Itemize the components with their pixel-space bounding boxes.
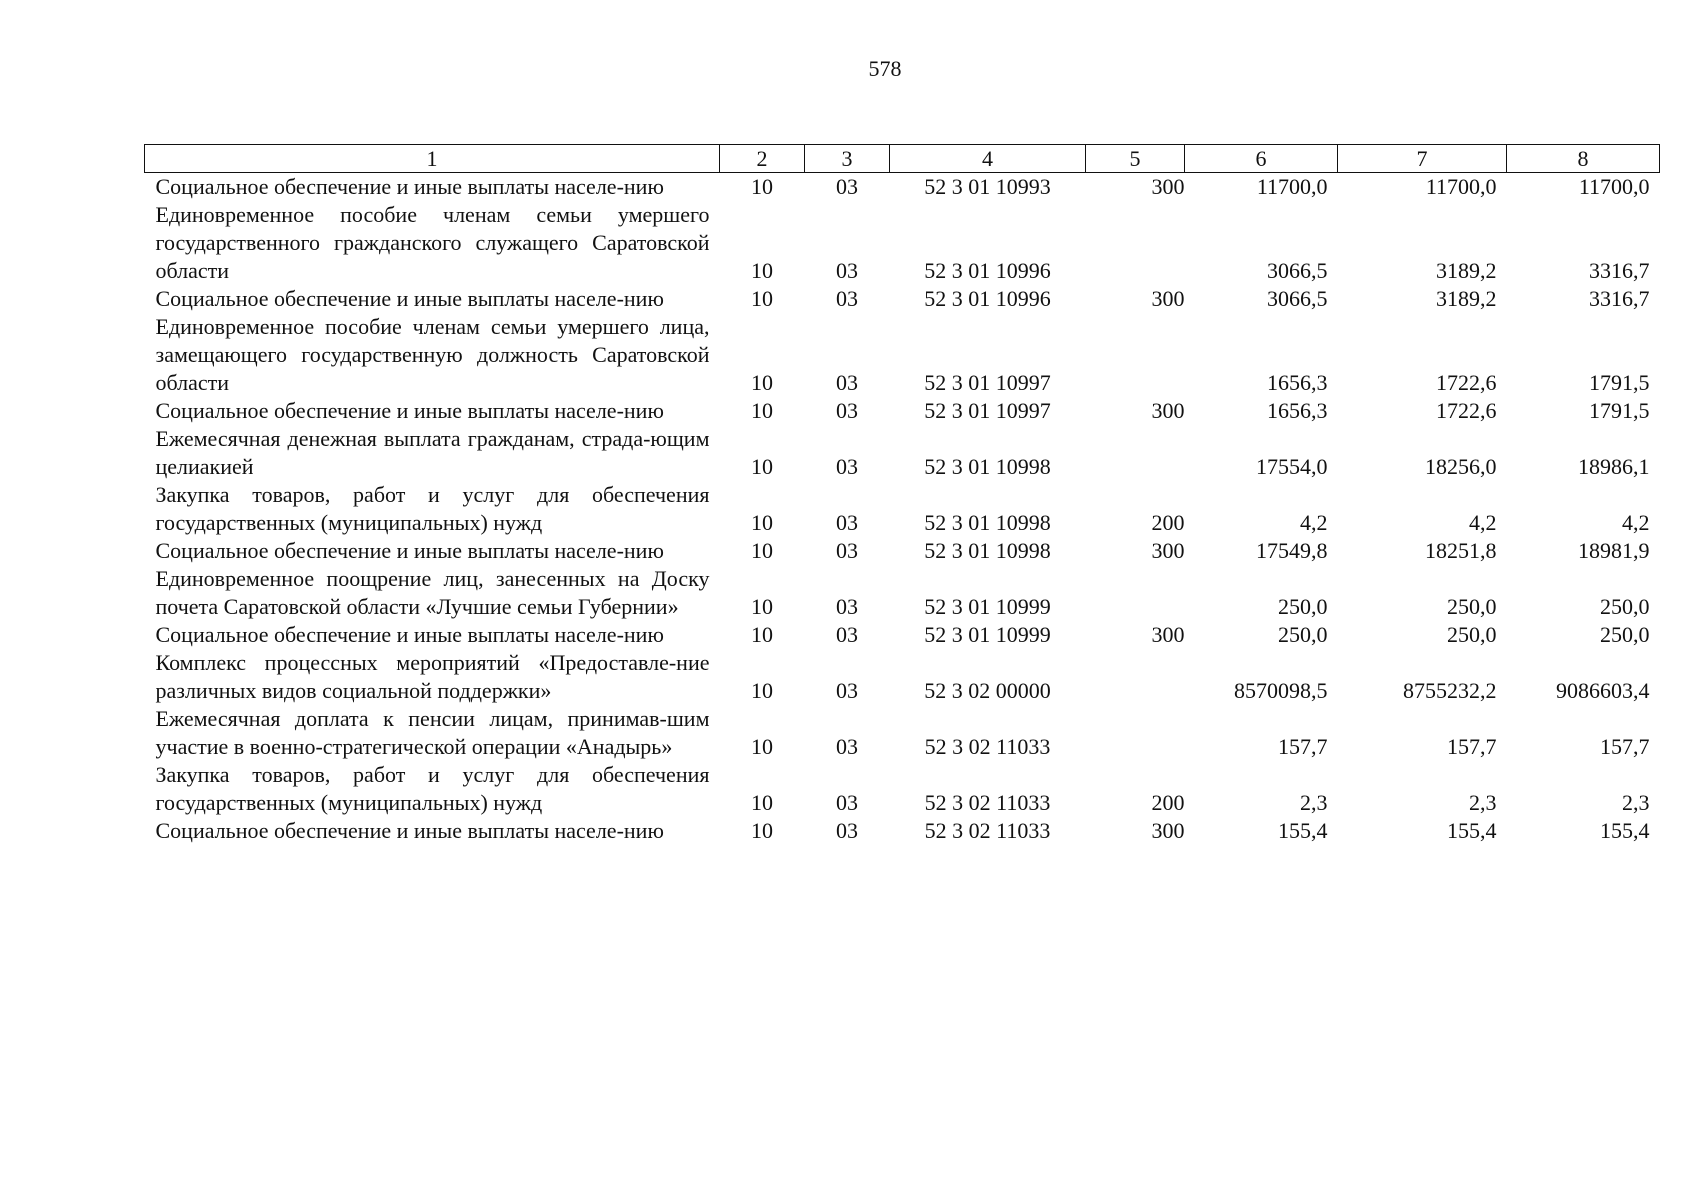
row-year2-value: 250,0	[1447, 622, 1497, 647]
row-target-code: 52 3 02 00000	[924, 678, 1051, 703]
row-target-code: 52 3 01 10996	[924, 286, 1051, 311]
row-year3-value: 1791,5	[1589, 370, 1650, 395]
row-year2-value: 1722,6	[1436, 370, 1497, 395]
row-year1-value: 2,3	[1300, 790, 1328, 815]
row-section: 10	[751, 678, 773, 703]
row-section: 10	[751, 398, 773, 423]
row-year3-value: 9086603,4	[1556, 678, 1650, 703]
column-header: 6	[1185, 145, 1338, 173]
row-section: 10	[751, 818, 773, 843]
row-target-code: 52 3 01 10997	[924, 398, 1051, 423]
row-name: Социальное обеспечение и иные выплаты населе-нию	[155, 818, 664, 843]
row-subsection: 03	[836, 734, 858, 759]
row-subsection: 03	[836, 622, 858, 647]
table-row	[145, 761, 1660, 817]
row-expense-type	[1086, 425, 1185, 481]
row-section: 10	[751, 258, 773, 283]
row-subsection: 03	[836, 258, 858, 283]
row-year2-value: 3189,2	[1436, 286, 1497, 311]
row-year1-value: 157,7	[1278, 734, 1328, 759]
row-subsection: 03	[836, 818, 858, 843]
row-year3-value: 2,3	[1622, 790, 1650, 815]
row-year3-value: 1791,5	[1589, 398, 1650, 423]
row-year2-value: 18251,8	[1425, 538, 1497, 563]
column-header: 4	[890, 145, 1086, 173]
table-row	[145, 425, 1660, 481]
row-expense-type: 300	[1151, 538, 1185, 563]
row-section: 10	[751, 510, 773, 535]
row-expense-type: 300	[1151, 286, 1185, 311]
page-number: 578	[868, 56, 902, 81]
row-target-code: 52 3 01 10998	[924, 454, 1051, 479]
row-year2-value: 1722,6	[1436, 398, 1497, 423]
row-name: Комплекс процессных мероприятий «Предоставле-ние различных видов социальной поддержки»	[155, 650, 710, 703]
header-row	[145, 145, 1660, 173]
row-year1-value: 8570098,5	[1234, 678, 1328, 703]
row-expense-type: 300	[1151, 174, 1185, 199]
table-row	[145, 649, 1660, 705]
row-target-code: 52 3 01 10999	[924, 594, 1051, 619]
row-section: 10	[751, 454, 773, 479]
row-target-code: 52 3 01 10993	[924, 174, 1051, 199]
row-year3-value: 11700,0	[1578, 174, 1650, 199]
table-row	[145, 817, 1660, 845]
row-year1-value: 17549,8	[1256, 538, 1328, 563]
column-header: 7	[1338, 145, 1507, 173]
row-target-code: 52 3 01 10998	[924, 510, 1051, 535]
row-expense-type: 300	[1151, 818, 1185, 843]
row-subsection: 03	[836, 370, 858, 395]
row-year1-value: 1656,3	[1267, 398, 1328, 423]
row-name: Социальное обеспечение и иные выплаты населе-нию	[155, 286, 664, 311]
row-name: Закупка товаров, работ и услуг для обеспечения государственных (муниципальных) нужд	[155, 482, 710, 535]
budget-table	[144, 144, 1660, 845]
row-year2-value: 4,2	[1469, 510, 1497, 535]
row-target-code: 52 3 02 11033	[924, 818, 1051, 843]
row-name: Единовременное пособие членам семьи умершего государственного гражданского служащего Саратовской области	[155, 202, 710, 283]
row-name: Ежемесячная денежная выплата гражданам, страда-ющим целиакией	[155, 426, 710, 479]
row-name: Социальное обеспечение и иные выплаты населе-нию	[155, 398, 664, 423]
row-year3-value: 3316,7	[1589, 286, 1650, 311]
row-year2-value: 157,7	[1447, 734, 1497, 759]
row-section: 10	[751, 790, 773, 815]
row-year2-value: 2,3	[1469, 790, 1497, 815]
table-body	[145, 173, 1660, 846]
row-year1-value: 4,2	[1300, 510, 1328, 535]
row-year1-value: 250,0	[1278, 622, 1328, 647]
row-target-code: 52 3 01 10998	[924, 538, 1051, 563]
row-section: 10	[751, 734, 773, 759]
column-header: 8	[1507, 145, 1660, 173]
row-section: 10	[751, 174, 773, 199]
row-year1-value: 250,0	[1278, 594, 1328, 619]
column-header: 5	[1086, 145, 1185, 173]
table-row	[145, 173, 1660, 202]
row-year1-value: 3066,5	[1267, 258, 1328, 283]
row-year3-value: 157,7	[1600, 734, 1650, 759]
row-name: Социальное обеспечение и иные выплаты населе-нию	[155, 174, 664, 199]
table-row	[145, 285, 1660, 313]
row-target-code: 52 3 01 10996	[924, 258, 1051, 283]
row-expense-type	[1086, 201, 1185, 285]
row-expense-type: 300	[1151, 622, 1185, 647]
row-subsection: 03	[836, 790, 858, 815]
table-row	[145, 705, 1660, 761]
row-target-code: 52 3 02 11033	[924, 790, 1051, 815]
row-section: 10	[751, 538, 773, 563]
row-name: Единовременное поощрение лиц, занесенных на Доску почета Саратовской области «Лучшие семьи Губернии»	[155, 566, 710, 619]
row-year3-value: 155,4	[1600, 818, 1650, 843]
row-expense-type: 200	[1151, 790, 1185, 815]
row-year2-value: 3189,2	[1436, 258, 1497, 283]
row-subsection: 03	[836, 510, 858, 535]
row-year2-value: 155,4	[1447, 818, 1497, 843]
row-target-code: 52 3 01 10997	[924, 370, 1051, 395]
table-row	[145, 565, 1660, 621]
row-name: Единовременное пособие членам семьи умершего лица, замещающего государственную должность Саратовской области	[155, 314, 710, 395]
row-subsection: 03	[836, 678, 858, 703]
row-expense-type	[1086, 313, 1185, 397]
row-name: Закупка товаров, работ и услуг для обеспечения государственных (муниципальных) нужд	[155, 762, 710, 815]
row-expense-type: 300	[1151, 398, 1185, 423]
column-header: 1	[145, 145, 720, 173]
row-year1-value: 3066,5	[1267, 286, 1328, 311]
row-year1-value: 11700,0	[1256, 174, 1328, 199]
row-name: Ежемесячная доплата к пенсии лицам, принимав-шим участие в военно-стратегической операции «Анадырь»	[155, 706, 710, 759]
row-expense-type	[1086, 649, 1185, 705]
row-section: 10	[751, 370, 773, 395]
row-section: 10	[751, 622, 773, 647]
row-subsection: 03	[836, 174, 858, 199]
row-year3-value: 3316,7	[1589, 258, 1650, 283]
column-header: 3	[805, 145, 890, 173]
row-subsection: 03	[836, 398, 858, 423]
table-row	[145, 621, 1660, 649]
row-subsection: 03	[836, 286, 858, 311]
row-year3-value: 18986,1	[1578, 454, 1650, 479]
row-year2-value: 11700,0	[1425, 174, 1497, 199]
row-year1-value: 17554,0	[1256, 454, 1328, 479]
row-subsection: 03	[836, 538, 858, 563]
row-year2-value: 8755232,2	[1403, 678, 1497, 703]
row-year1-value: 1656,3	[1267, 370, 1328, 395]
row-year3-value: 18981,9	[1578, 538, 1650, 563]
row-expense-type: 200	[1151, 510, 1185, 535]
row-section: 10	[751, 286, 773, 311]
row-year2-value: 18256,0	[1425, 454, 1497, 479]
row-year3-value: 250,0	[1600, 594, 1650, 619]
row-name: Социальное обеспечение и иные выплаты населе-нию	[155, 622, 664, 647]
row-year1-value: 155,4	[1278, 818, 1328, 843]
row-expense-type	[1086, 705, 1185, 761]
row-target-code: 52 3 02 11033	[924, 734, 1051, 759]
table-row	[145, 537, 1660, 565]
row-expense-type	[1086, 565, 1185, 621]
row-year3-value: 4,2	[1622, 510, 1650, 535]
table-row	[145, 397, 1660, 425]
table-row	[145, 481, 1660, 537]
table-row	[145, 201, 1660, 285]
row-subsection: 03	[836, 454, 858, 479]
row-section: 10	[751, 594, 773, 619]
row-name: Социальное обеспечение и иные выплаты населе-нию	[155, 538, 664, 563]
column-header: 2	[720, 145, 805, 173]
row-year3-value: 250,0	[1600, 622, 1650, 647]
row-year2-value: 250,0	[1447, 594, 1497, 619]
row-subsection: 03	[836, 594, 858, 619]
row-target-code: 52 3 01 10999	[924, 622, 1051, 647]
table-row	[145, 313, 1660, 397]
